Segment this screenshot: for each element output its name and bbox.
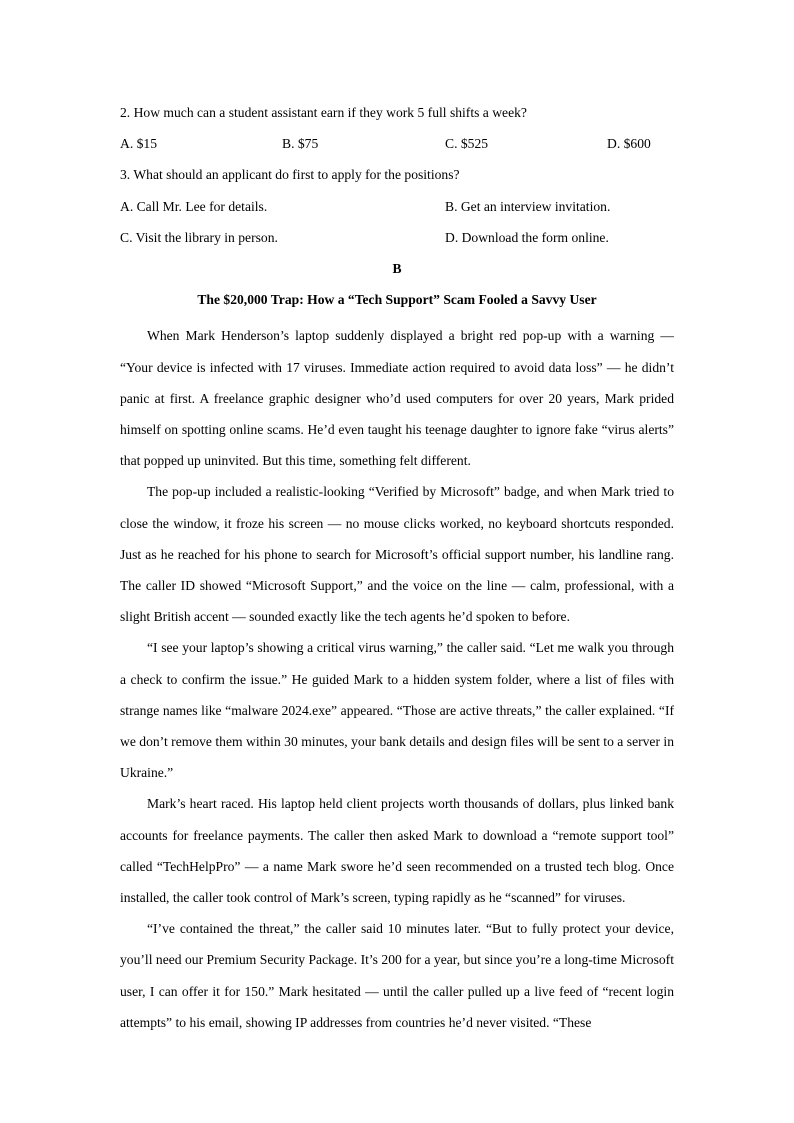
option-c: C. $525 xyxy=(445,136,489,152)
article-paragraph-1: When Mark Henderson’s laptop suddenly displayed a bright red pop-up with a warning — “Your device is infected with 17 viruses. Immediate action required to avoid data loss” — he didn’t panic at first. A freelance graphic designer who’d used computers for over 20 years, Mark prided himself on spotting online scams. He’d even taught his teenage daughter to ignore fake “virus alerts” that popped up uninvited. But this time, something felt different. xyxy=(120,328,674,469)
article-paragraph-3: “I see your laptop’s showing a critical virus warning,” the caller said. “Let me walk you through a check to confirm the issue.” He guided Mark to a hidden system folder, where a list of files with strange names like “malware 2024.exe” appeared. “Those are active threats,” the caller explained. “If we don’t remove them within 30 minutes, your bank details and design files will be sent to a server in Ukraine.” xyxy=(120,640,674,781)
article-paragraph-2: The pop-up included a realistic-looking “Verified by Microsoft” badge, and when Mark tried to close the window, it froze his screen — no mouse clicks worked, no keyboard shortcuts responded. Just as he reached for his phone to search for Microsoft’s official support number, his landline rang. The caller ID showed “Microsoft Support,” and the voice on the line — calm, professional, with a slight British accent — sounded exactly like the tech agents he’d spoken to before. xyxy=(120,484,674,625)
option-d: D. Download the form online. xyxy=(445,229,609,245)
option-a: A. $15 xyxy=(120,136,158,152)
article-paragraph-5: “I’ve contained the threat,” the caller said 10 minutes later. “But to fully protect your device, you’ll need our Premium Security Package. It’s 200 for a year, but since you’re a long-time Microsoft user, I can offer it for 150.” Mark hesitated — until the caller pulled up a live feed of “recent login attempts” to his email, showing IP addresses from countries he’d never visited. “These xyxy=(120,921,674,1030)
option-b: B. $75 xyxy=(282,136,319,152)
option-c: C. Visit the library in person. xyxy=(120,229,278,245)
question-3-options-row-2 xyxy=(120,227,674,258)
document-page xyxy=(120,102,674,1038)
section-label: B xyxy=(392,260,402,276)
article-paragraph-4: Mark’s heart raced. His laptop held client projects worth thousands of dollars, plus linked bank accounts for freelance payments. The caller then asked Mark to download a “remote support tool” called “TechHelpPro” — a name Mark swore he’d seen recommended on a trusted tech blog. Once installed, the caller took control of Mark’s screen, typing rapidly as he “scanned” for viruses. xyxy=(120,796,674,905)
question-3-stem: 3. What should an applicant do first to apply for the positions? xyxy=(120,167,460,183)
option-b: B. Get an interview invitation. xyxy=(445,198,611,214)
article-title: The $20,000 Trap: How a “Tech Support” Scam Fooled a Savvy User xyxy=(197,292,597,308)
question-2-stem: 2. How much can a student assistant earn if they work 5 full shifts a week? xyxy=(120,105,527,120)
option-d: D. $600 xyxy=(607,136,651,152)
option-a: A. Call Mr. Lee for details. xyxy=(120,198,268,214)
question-3-options-row-1 xyxy=(120,196,674,227)
question-2-options xyxy=(120,133,674,164)
